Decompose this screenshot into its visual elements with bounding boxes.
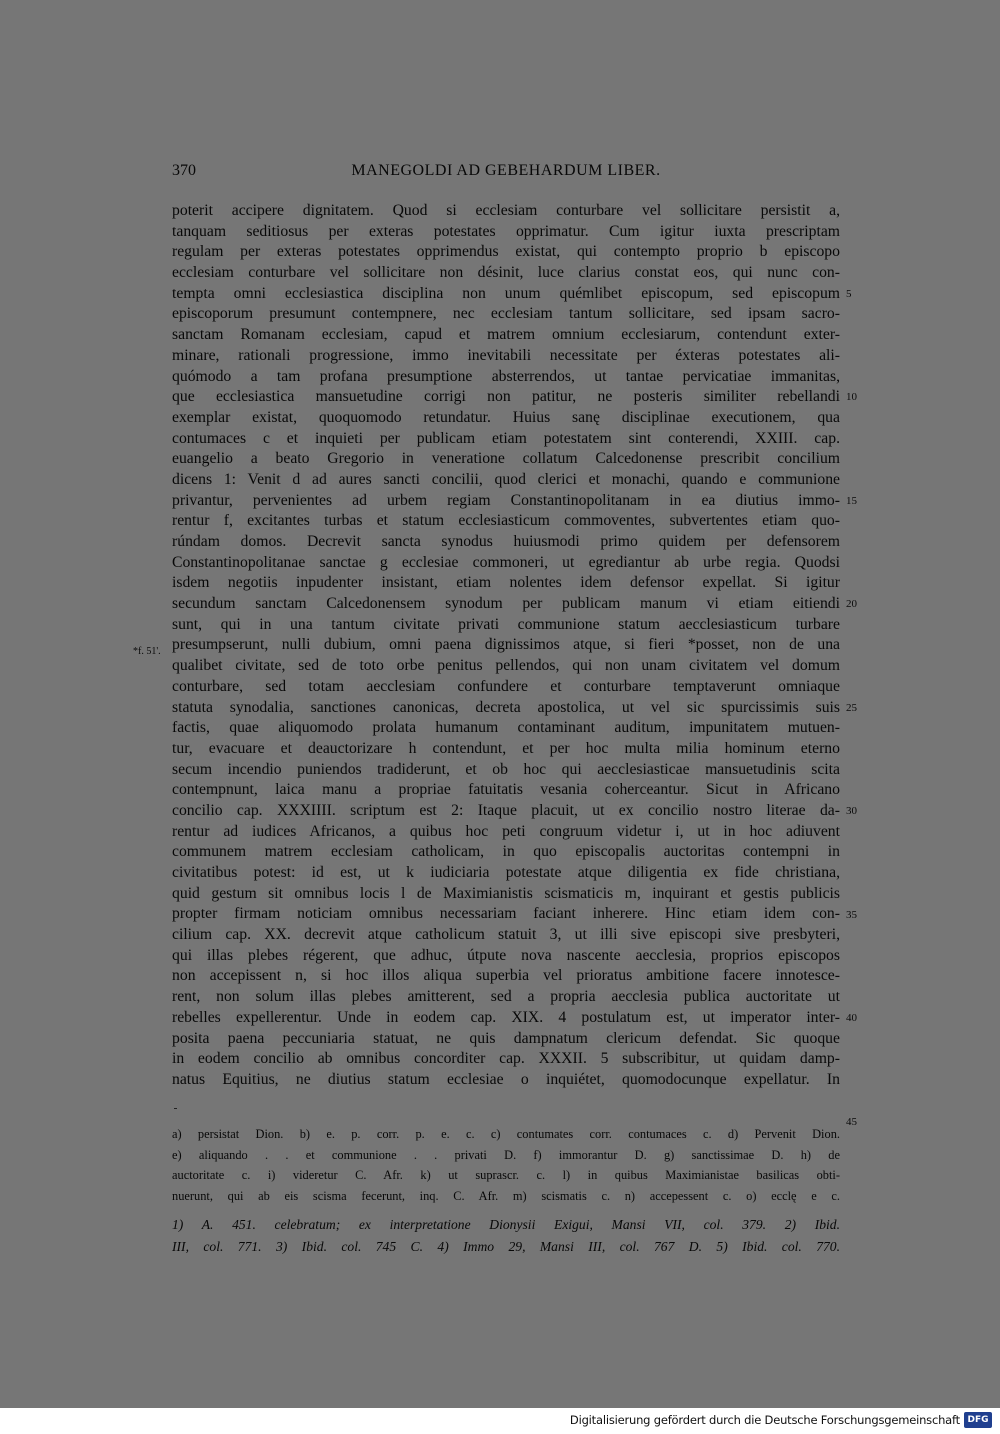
source-note-line: III, col. 771. 3) Ibid. col. 745 C. 4) Immo 29, Mansi III, col. 767 D. 5) Ibid. col. 770. xyxy=(172,1239,840,1254)
line-number: 30 xyxy=(846,805,857,818)
text-line: rúndam domos. Decrevit sancta synodus huiusmodi primo quidem per defensorem xyxy=(172,533,840,550)
text-line: in eodem concilio ab omnibus concorditer cap. XXXII. 5 subscribitur, ut quidam damp- xyxy=(172,1050,840,1068)
text-line: factis, quae aliquomodo prolata humanum contaminant auditum, impunitatem mutuen- xyxy=(172,719,840,737)
line-number: 10 xyxy=(846,391,857,404)
text-line: dicens 1: Venit d ad aures sancti concilii, quod clerici et monachi, quando e communione xyxy=(172,470,840,488)
text-line: exemplar existat, quoquomodo retundatur. Huius sanę disciplinae executionem, qua xyxy=(172,408,840,426)
running-title: MANEGOLDI AD GEBEHARDUM LIBER. xyxy=(351,162,661,179)
dfg-logo-icon: DFG xyxy=(964,1412,992,1428)
footnote-line: nuerunt, qui ab eis scisma fecerunt, inq. C. Afr. m) scismatis c. n) accepessent c. o) ecclę e c. xyxy=(172,1189,840,1204)
critical-apparatus xyxy=(172,1124,840,1207)
text-line: quid gestum sit omnibus locis l de Maximianistis scismaticis m, inquirant et gestis publicis xyxy=(172,884,840,902)
text-line: sunt, qui in una tantum civitate privati communione statum aecclesiasticum turbare xyxy=(172,615,840,633)
text-line: non accepissent n, si hoc illos aliqua superbia vel prioratus ambitione facere innotesce- xyxy=(172,967,840,985)
page-number: 370 xyxy=(172,162,196,179)
text-line: qui illas plebes régerent, que adhuc, útpute nova nascente aecclesia, proprios episcopos xyxy=(172,946,840,964)
text-line: statuta synodalia, sanctiones canonicas, decreta apostolica, ut vel sic spurcissimis suis xyxy=(172,698,840,716)
text-line: tanquam seditiosus per exteras potestates opprimatur. Cum igitur iuxta prescriptam xyxy=(172,222,840,240)
text-line: quómodo a tam profana presumptione absterrendos, ut tantae pervicatiae immanitas, xyxy=(172,367,840,385)
text-line: posita paena peccuniaria statuat, ne quis dampnatum clericum defendat. Sic quoque xyxy=(172,1029,840,1047)
margin-folio-reference: *f. 51'. xyxy=(133,646,161,657)
text-line: contempnunt, laica manu a propriae fatuitatis vesania coherceantur. Sicut in Africano xyxy=(172,781,840,799)
text-line: Constantinopolitanae sanctae g ecclesiae commoneri, ut egrediantur ab urbe regia. Quodsi xyxy=(172,553,840,571)
footer-bar xyxy=(0,1408,1000,1434)
funding-credit: Digitalisierung gefördert durch die Deutsche Forschungsgemeinschaft xyxy=(569,1413,960,1427)
text-line: rentur ad iudices Africanos, a quibus hoc peti congruum videtur i, ut in hoc adiuvent xyxy=(172,822,840,840)
footnote-line: auctoritate c. i) videretur C. Afr. k) ut suprascr. c. l) in quibus Maximianistae basilicas obti- xyxy=(172,1168,840,1183)
line-number: 45 xyxy=(846,1115,857,1128)
text-line: contumaces c et inquieti per publicam etiam potestatem sint conterendi, XXIII. cap. xyxy=(172,429,840,447)
body-text xyxy=(172,201,840,1091)
text-line: rentur f, excitantes turbas et statum ecclesiasticum commoventes, subvertentes etiam quo- xyxy=(172,512,840,530)
text-line: rent, non solum illas plebes amitterent, sed a propria aecclesia publica auctoritate ut xyxy=(172,988,840,1006)
text-line: qualibet civitate, sed de toto orbe penitus pellendos, qui non unam civitatem vel domum xyxy=(172,657,840,675)
source-notes xyxy=(172,1214,840,1258)
text-line: concilio cap. XXXIIII. scriptum est 2: Itaque placuit, ut ex concilio nostro literae da- xyxy=(172,801,840,819)
source-note-line: 1) A. 451. celebratum; ex interpretatione Dionysii Exigui, Mansi VII, col. 379. 2) Ibid. xyxy=(172,1217,840,1232)
text-line: sanctam Romanam ecclesiam, capud et matrem omnium ecclesiarum, contendunt exter- xyxy=(172,326,840,344)
line-number: 20 xyxy=(846,598,857,611)
line-number: 5 xyxy=(846,287,852,300)
line-number: 25 xyxy=(846,701,857,714)
text-line: ecclesiam conturbare vel sollicitare non désinit, luce clarius constat eos, qui nunc con- xyxy=(172,264,840,282)
text-line: secundum sanctam Calcedonensem synodum per publicam manum vi etiam eitiendi xyxy=(172,595,840,613)
text-line: propter firmam noticiam omnibus necessariam faciant inherere. Hinc etiam idem con- xyxy=(172,905,840,923)
text-line: civitatibus potest: id est, ut k iudiciaria potestate atque diligentia ex fide christiana, xyxy=(172,864,840,881)
text-line: cilium cap. XX. decrevit atque catholicum statuit 3, ut illi sive episcopi sive presbyteri, xyxy=(172,926,840,944)
footnote-line: e) aliquando . . et communione . . privati D. f) immorantur D. g) sanctissimae D. h) de xyxy=(172,1147,840,1162)
text-line: conturbare, sed totam aecclesiam confundere et conturbare temptaverunt omniaque xyxy=(172,677,840,695)
line-number: 15 xyxy=(846,494,857,507)
text-line: rebelles expellerentur. Unde in eodem cap. XIX. 4 postulatum est, ut imperator inter- xyxy=(172,1008,840,1026)
page-header xyxy=(172,162,840,182)
line-number: 35 xyxy=(846,908,857,921)
text-line: tempta omni ecclesiastica disciplina non unum quémlibet episcopum, sed episcopum xyxy=(172,284,840,302)
text-line: natus Equitius, ne diutius statum ecclesiae o inquiétet, quomodocunque expellatur. In xyxy=(172,1070,840,1088)
text-line: tur, evacuare et deauctorizare h contendunt, et per hoc multa milia hominum eterno xyxy=(172,739,840,757)
text-line: regulam per exteras potestates opprimendus existat, qui contempto proprio b episcopo xyxy=(172,243,840,261)
footnote-separator xyxy=(174,1108,177,1109)
text-line: poterit accipere dignitatem. Quod si ecclesiam conturbare vel sollicitare persistit a, xyxy=(172,202,840,219)
text-line: privantur, pervenientes ad urbem regiam Constantinopolitanam in ea diutius immo- xyxy=(172,491,840,509)
text-line: presumpserunt, nulli dubium, omni paena dignissimos atque, si fieri *posset, non de una xyxy=(172,636,840,654)
line-number: 40 xyxy=(846,1012,857,1025)
text-line: minare, rationali progressione, immo inevitabili necessitate per éxteras potestates ali- xyxy=(172,346,840,364)
text-line: secum incendio puniendos tradiderunt, et ob hoc qui aecclesiasticae mansuetudinis scita xyxy=(172,760,840,778)
text-line: isdem negotiis inpudenter insistant, etiam nolentes idem defensor expellat. Si igitur xyxy=(172,574,840,592)
text-line: episcoporum presumunt contempnere, nec ecclesiam tantum sollicitare, sed ipsam sacro- xyxy=(172,305,840,323)
text-line: que ecclesiastica mansuetudine corrigi non patitur, ne posteris similiter rebellandi xyxy=(172,388,840,406)
text-line: euangelio a beato Gregorio in veneratione collatum Calcedonense prescribit concilium xyxy=(172,450,840,468)
footnote-line: a) persistat Dion. b) e. p. corr. p. e. c. c) contumates corr. contumaces c. d) Pervenit Dion. xyxy=(172,1127,840,1141)
text-line: communem matrem ecclesiam catholicam, in quo episcopalis auctoritas contempni in xyxy=(172,843,840,861)
